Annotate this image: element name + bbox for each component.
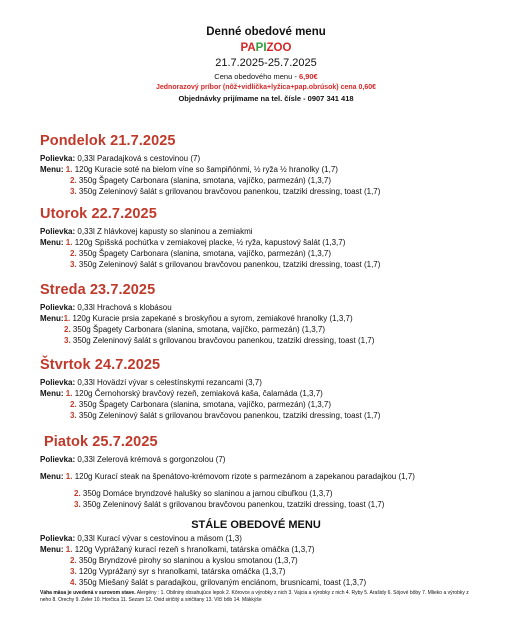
menu-item-1: Menu: 1. 120g Kuracie soté na bielom víne so šampiňónmi, ½ ryža ½ hranolky (1,7) — [40, 165, 338, 174]
menu-item-1: Menu: 1. 120g Spišská pochúťka v zemiakovej placke, ½ ryža, kapustový šalát (1,3,7) — [40, 238, 346, 247]
menu-item-2: 2. 350g Špagety Carbonara (slanina, smotana, vajíčko, parmezán) (1,3,7) — [70, 249, 332, 258]
menu-item-2: 2. 350g Bryndzové pirohy so slaninou a kyslou smotanou (1,3,7) — [70, 556, 298, 565]
soup-line: Polievka: 0,33l Zelerová krémová s gorgonzolou (7) — [40, 455, 226, 464]
menu-item-1: Menu:1. 120g Kuracie prsia zapekané s broskyňou a syrom, zemiakové hranolky (1,3,7) — [40, 314, 353, 323]
soup-line: Polievka: 0,33l Hrachová s klobásou — [40, 303, 172, 312]
day-thursday — [40, 357, 500, 421]
day-title: Piatok 25.7.2025 — [44, 434, 158, 450]
menu-item-1: Menu: 1. 120g Vyprážaný kurací rezeň s hranolkami, tatárska omáčka (1,3,7) — [40, 545, 315, 554]
soup-line: Polievka: 0,33l Kurací vývar s cestovinou a mäsom (1,3) — [40, 534, 242, 543]
menu-item-3: 3. 350g Zeleninový šalát s grilovanou bravčovou panenkou, tzatziki dressing, toast (1,7) — [70, 187, 381, 196]
menu-item-3: 3. 350g Zeleninový šalát s grilovanou bravčovou panenkou, tzatziki dressing, toast (1,7) — [64, 336, 375, 345]
orders-note: Objednávky prijímame na tel. čísle - 0907 341 418 — [178, 94, 354, 103]
brand-logo: PAPIZOO — [240, 42, 292, 54]
menu-item-3: 3. 350g Zeleninový šalát s grilovanou bravčovou panenkou, tzatziki dressing, toast (1,7) — [74, 500, 385, 509]
soup-line: Polievka: 0,33l Paradajková s cestovinou (7) — [40, 154, 201, 163]
allergen-note: Váha mäsa je uvedená v surovom stave. Alergény : 1. Obilniny obsahujúce lepok 2. Kôrovce a výrobky z nich 3. Vajcia a výrobky z nich 4. Ryby 5. Arašidy 6. Sójové bôby 7. Mlieko a výrobky z neho 8. Orechy 9. Zeler 10. Horčica 11. Sezam 12. Oxid siričitý a siričitany 13. Vlčí bôb 14. Mäkkýše — [40, 590, 469, 603]
menu-item-2: 2. 350g Špagety Carbonara (slanina, smotana, vajíčko, parmezán) (1,3,7) — [64, 325, 326, 334]
menu-item-1: Menu: 1. 120g Kurací steak na špenátovo-krémovom rizote s parmezánom a zapekanou paradajkou (1,7) — [40, 472, 415, 481]
menu-item-4: 4. 350g Miešaný šalát s paradajkou, grilovaným enciánom, brusnicami, toast (1,3,7) — [70, 578, 367, 587]
always-menu — [40, 533, 500, 604]
day-title: Utorok 22.7.2025 — [40, 206, 157, 222]
day-wednesday — [40, 282, 500, 346]
menu-item-2: 2. 350g Špagety Carbonara (slanina, smotana, vajíčko, parmezán) (1,3,7) — [70, 400, 332, 409]
menu-item-1: Menu: 1. 120g Černohorský bravčový rezeň, zemiaková kaša, čalamáda (1,3,7) — [40, 389, 323, 398]
day-friday — [40, 434, 504, 510]
day-title: Pondelok 21.7.2025 — [40, 133, 176, 149]
menu-price: Cena obedového menu - 6,90€ — [214, 72, 318, 81]
menu-item-3: 3. 350g Zeleninový šalát s grilovanou bravčovou panenkou, tzatziki dressing, toast (1,7) — [70, 260, 381, 269]
menu-title: Denné obedové menu — [206, 26, 326, 38]
day-monday — [40, 133, 500, 197]
menu-dates: 21.7.2025-25.7.2025 — [215, 57, 317, 69]
day-tuesday — [40, 206, 500, 270]
always-menu-title: STÁLE OBEDOVÉ MENU — [191, 519, 321, 531]
menu-header — [0, 26, 512, 103]
day-title: Štvrtok 24.7.2025 — [40, 357, 161, 373]
menu-item-2: 2. 350g Domáce bryndzové halušky so slaninou a jarnou cibuľkou (1,3,7) — [74, 489, 333, 498]
menu-item-2: 2. 350g Špagety Carbonara (slanina, smotana, vajíčko, parmezán) (1,3,7) — [70, 176, 332, 185]
soup-line: Polievka: 0,33l Hovädzí vývar s celestínskymi rezancami (3,7) — [40, 378, 262, 387]
menu-item-3: 3. 350g Zeleninový šalát s grilovanou bravčovou panenkou, tzatziki dressing, toast (1,7) — [70, 411, 381, 420]
soup-line: Polievka: 0,33l Z hlávkovej kapusty so slaninou a zemiakmi — [40, 227, 253, 236]
cutlery-note: Jednorazový príbor (nôž+vidlička+lyžica+pap.obrúsok) cena 0,60€ — [156, 84, 376, 91]
day-title: Streda 23.7.2025 — [40, 282, 156, 298]
menu-item-3: 3. 120g Vyprážaný syr s hranolkami, tatárska omáčka (1,3,7) — [70, 567, 286, 576]
